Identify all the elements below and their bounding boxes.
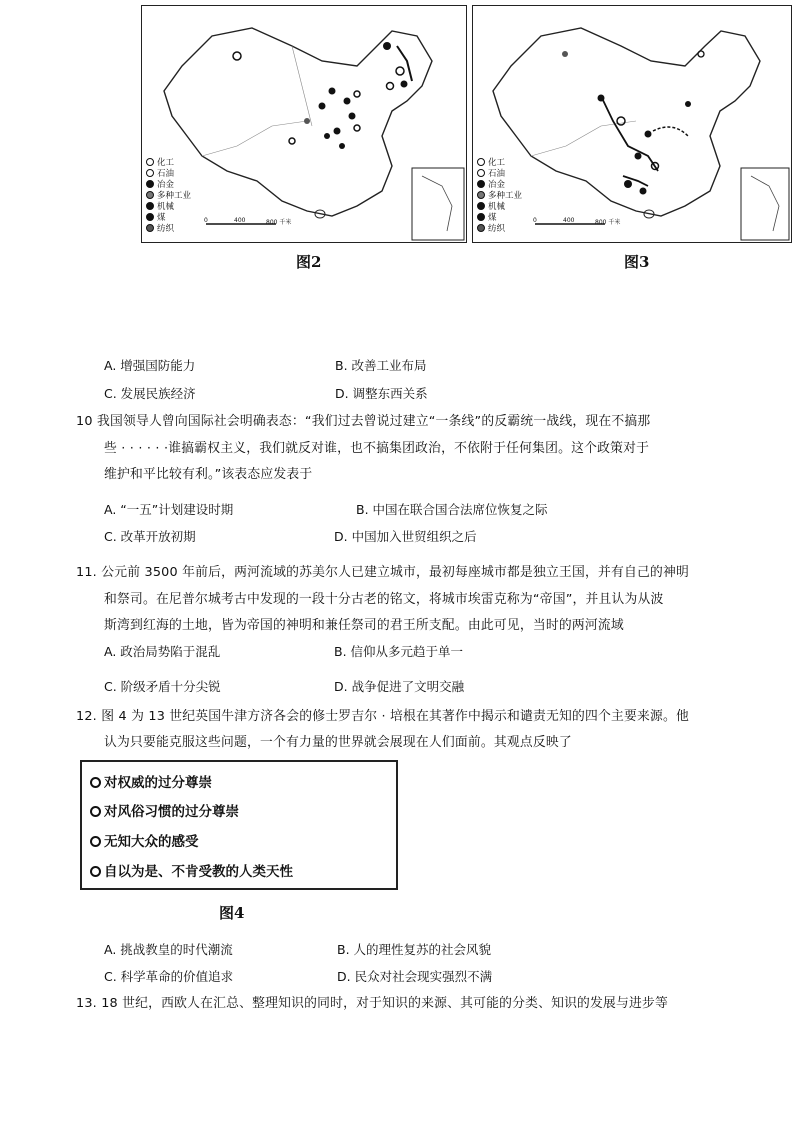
- fig3-legend: [477, 158, 522, 235]
- legend-item: [477, 158, 522, 169]
- q10-stem-line-3: 维护和平比较有利。”该表态应发表于: [104, 467, 313, 482]
- scale-label: 800 千米: [595, 219, 621, 226]
- legend-item: [477, 224, 522, 235]
- q12-option-a[interactable]: A. 挑战教皇的时代潮流: [104, 942, 233, 957]
- q12-option-d[interactable]: D. 民众对社会现实强烈不满: [337, 969, 493, 984]
- q11-option-d[interactable]: D. 战争促进了文明交融: [334, 679, 465, 694]
- legend-label: 石油: [488, 169, 506, 179]
- q10-option-b[interactable]: B. 中国在联合国合法席位恢复之际: [356, 502, 548, 517]
- figure-2-map: [141, 5, 467, 243]
- fig4-item-text: 无知大众的感受: [104, 834, 199, 850]
- q10-stem-line-1: 10 我国领导人曾向国际社会明确表态：“我们过去曾说过建立“一条线”的反霸统一战线，现在不搞那: [76, 414, 651, 429]
- legend-item: [146, 158, 191, 169]
- fig4-item: [90, 771, 212, 791]
- scale-label: 800 千米: [266, 219, 292, 226]
- legend-label: 化工: [157, 158, 175, 168]
- scale-label: 400: [563, 217, 575, 224]
- legend-label: 石油: [157, 169, 175, 179]
- fig2-legend: [146, 158, 191, 235]
- legend-label: 机械: [488, 202, 506, 212]
- legend-label: 化工: [488, 158, 506, 168]
- legend-label: 多种工业: [488, 191, 523, 201]
- bullet-circle-icon: [90, 806, 101, 817]
- scale-label: 0: [533, 217, 537, 224]
- figure-3-caption: 图3: [624, 253, 650, 271]
- legend-label: 多种工业: [157, 191, 192, 201]
- q12-option-c[interactable]: C. 科学革命的价值追求: [104, 969, 234, 984]
- legend-item: [146, 202, 191, 213]
- legend-label: 冶金: [488, 180, 506, 190]
- figure-2-caption: 图2: [296, 253, 322, 271]
- legend-item: [146, 191, 191, 202]
- legend-item: [146, 224, 191, 235]
- q9-option-d[interactable]: D. 调整东西关系: [335, 386, 428, 401]
- q9-option-a[interactable]: A. 增强国防能力: [104, 358, 196, 373]
- legend-item: [477, 191, 522, 202]
- q11-stem-line-2: 和祭司。在尼普尔城考古中发现的一段十分古老的铭文，将城市埃雷克称为“帝国”，并且认为从波: [104, 592, 664, 607]
- figure-4-caption: 图4: [219, 904, 245, 922]
- q11-stem-line-3: 斯湾到红海的土地，皆为帝国的神明和兼任祭司的君王所支配。由此可见，当时的两河流域: [104, 618, 624, 633]
- q11-option-a[interactable]: A. 政治局势陷于混乱: [104, 644, 221, 659]
- figure-4-box: [80, 760, 398, 890]
- q11-stem-line-1: 11. 公元前 3500 年前后，两河流域的苏美尔人已建立城市，最初每座城市都是独立王国，并有自己的神明: [76, 565, 689, 580]
- legend-label: 煤: [157, 213, 166, 223]
- q9-option-b[interactable]: B. 改善工业布局: [335, 358, 427, 373]
- legend-item: [477, 180, 522, 191]
- q9-option-c[interactable]: C. 发展民族经济: [104, 386, 196, 401]
- fig4-item: [90, 830, 199, 850]
- bullet-circle-icon: [90, 777, 101, 788]
- legend-label: 纺织: [157, 224, 175, 234]
- legend-label: 纺织: [488, 224, 506, 234]
- fig4-item-text: 对风俗习惯的过分尊崇: [104, 804, 239, 820]
- legend-label: 机械: [157, 202, 175, 212]
- legend-item: [477, 213, 522, 224]
- q12-stem-line-2: 认为只要能克服这些问题，一个有力量的世界就会展现在人们面前。其观点反映了: [104, 735, 572, 750]
- legend-item: [146, 169, 191, 180]
- q11-option-b[interactable]: B. 信仰从多元趋于单一: [334, 644, 464, 659]
- q12-option-b[interactable]: B. 人的理性复苏的社会风貌: [337, 942, 492, 957]
- legend-item: [477, 202, 522, 213]
- q10-stem-line-2: 些 · · · · · ·谁搞霸权主义，我们就反对谁，也不搞集团政治，不依附于任何集团。这个政策对于: [104, 441, 650, 456]
- legend-item: [146, 213, 191, 224]
- fig4-item: [90, 860, 293, 880]
- q10-option-d[interactable]: D. 中国加入世贸组织之后: [334, 529, 477, 544]
- legend-label: 冶金: [157, 180, 175, 190]
- fig4-item-text: 自以为是、不肯受教的人类天性: [104, 864, 293, 880]
- q10-option-a[interactable]: A. “一五”计划建设时期: [104, 502, 234, 517]
- legend-item: [146, 180, 191, 191]
- legend-item: [477, 169, 522, 180]
- figure-3-map: [472, 5, 792, 243]
- legend-label: 煤: [488, 213, 497, 223]
- scale-label: 400: [234, 217, 246, 224]
- q13-stem-line-1: 13. 18 世纪，西欧人在汇总、整理知识的同时，对于知识的来源、其可能的分类、知识的发展与进步等: [76, 996, 669, 1011]
- fig4-item-text: 对权威的过分尊崇: [104, 775, 212, 791]
- bullet-circle-icon: [90, 836, 101, 847]
- fig4-item: [90, 800, 239, 820]
- q11-option-c[interactable]: C. 阶级矛盾十分尖锐: [104, 679, 221, 694]
- bullet-circle-icon: [90, 866, 101, 877]
- q12-stem-line-1: 12. 图 4 为 13 世纪英国牛津方济各会的修士罗吉尔 · 培根在其著作中揭示和谴责无知的四个主要来源。他: [76, 709, 689, 724]
- scale-label: 0: [204, 217, 208, 224]
- q10-option-c[interactable]: C. 改革开放初期: [104, 529, 196, 544]
